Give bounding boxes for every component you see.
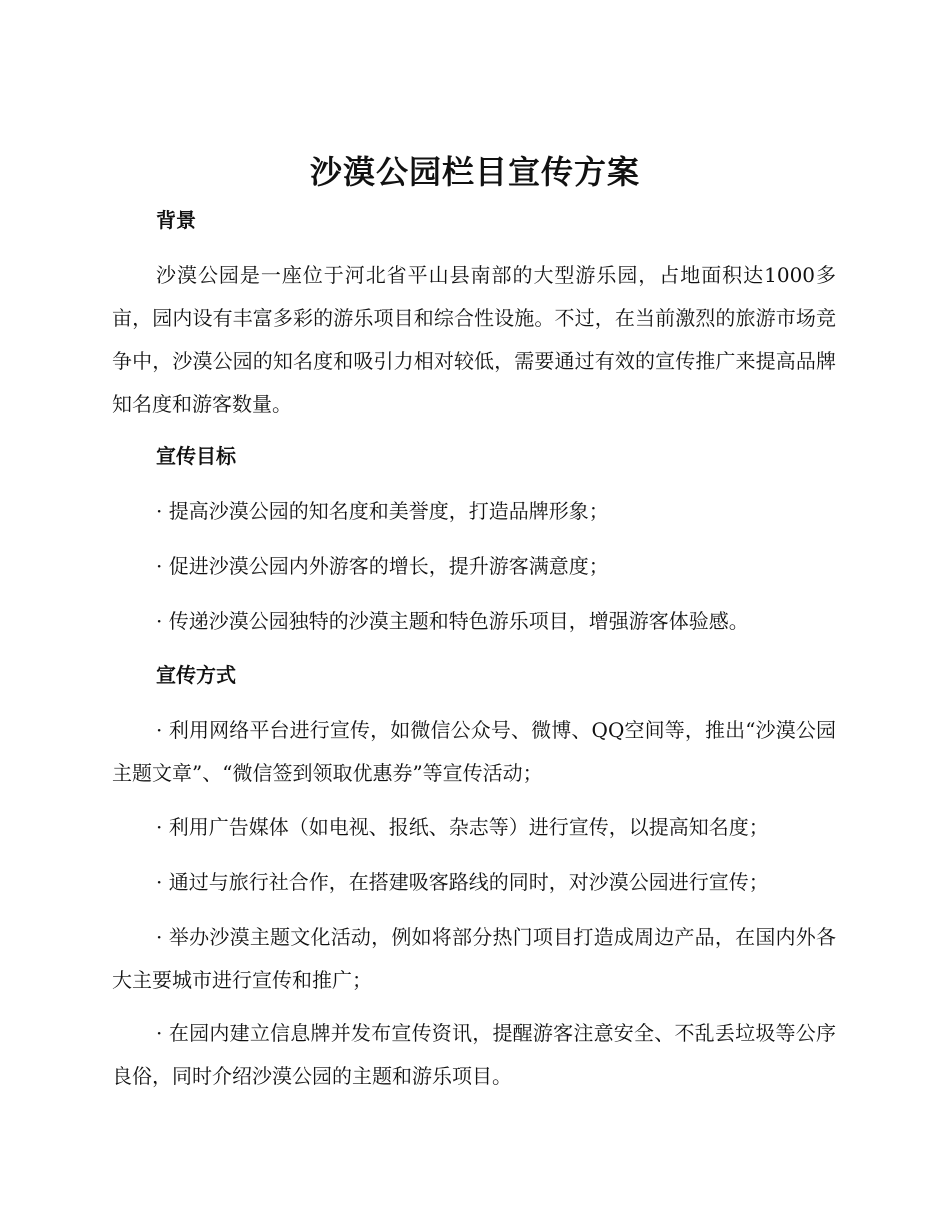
section-heading-goals: 宣传目标 [156,444,236,468]
method-bullet-item: · 举办沙漠主题文化活动，例如将部分热门项目打造成周边产品，在国内外各大主要城市进行宣传和推广； [112,925,836,992]
section-heading-background: 背景 [156,208,196,232]
section-heading-methods: 宣传方式 [156,663,236,687]
document-title: 沙漠公园栏目宣传方案 [309,153,640,191]
goal-bullet-item: · 提高沙漠公园的知名度和美誉度，打造品牌形象； [156,499,609,523]
method-bullet-item: · 利用广告媒体（如电视、报纸、杂志等）进行宣传，以提高知名度； [156,815,769,839]
goal-bullet-item: · 传递沙漠公园独特的沙漠主题和特色游乐项目，增强游客体验感。 [156,609,749,633]
method-bullet-item: · 利用网络平台进行宣传，如微信公众号、微博、QQ空间等，推出“沙漠公园主题文章”、“微信签到领取优惠券”等宣传活动； [112,718,836,785]
method-bullet-item: · 通过与旅行社合作，在搭建吸客路线的同时，对沙漠公园进行宣传； [156,870,769,894]
method-bullet-item: · 在园内建立信息牌并发布宣传资讯，提醒游客注意安全、不乱丢垃圾等公序良俗，同时介绍沙漠公园的主题和游乐项目。 [112,1021,836,1088]
goal-bullet-item: · 促进沙漠公园内外游客的增长，提升游客满意度； [156,554,609,578]
background-paragraph: 沙漠公园是一座位于河北省平山县南部的大型游乐园，占地面积达1000多亩，园内设有丰富多彩的游乐项目和综合性设施。不过，在当前激烈的旅游市场竞争中，沙漠公园的知名度和吸引力相对较低，需要通过有效的宣传推广来提高品牌知名度和游客数量。 [112,263,836,416]
